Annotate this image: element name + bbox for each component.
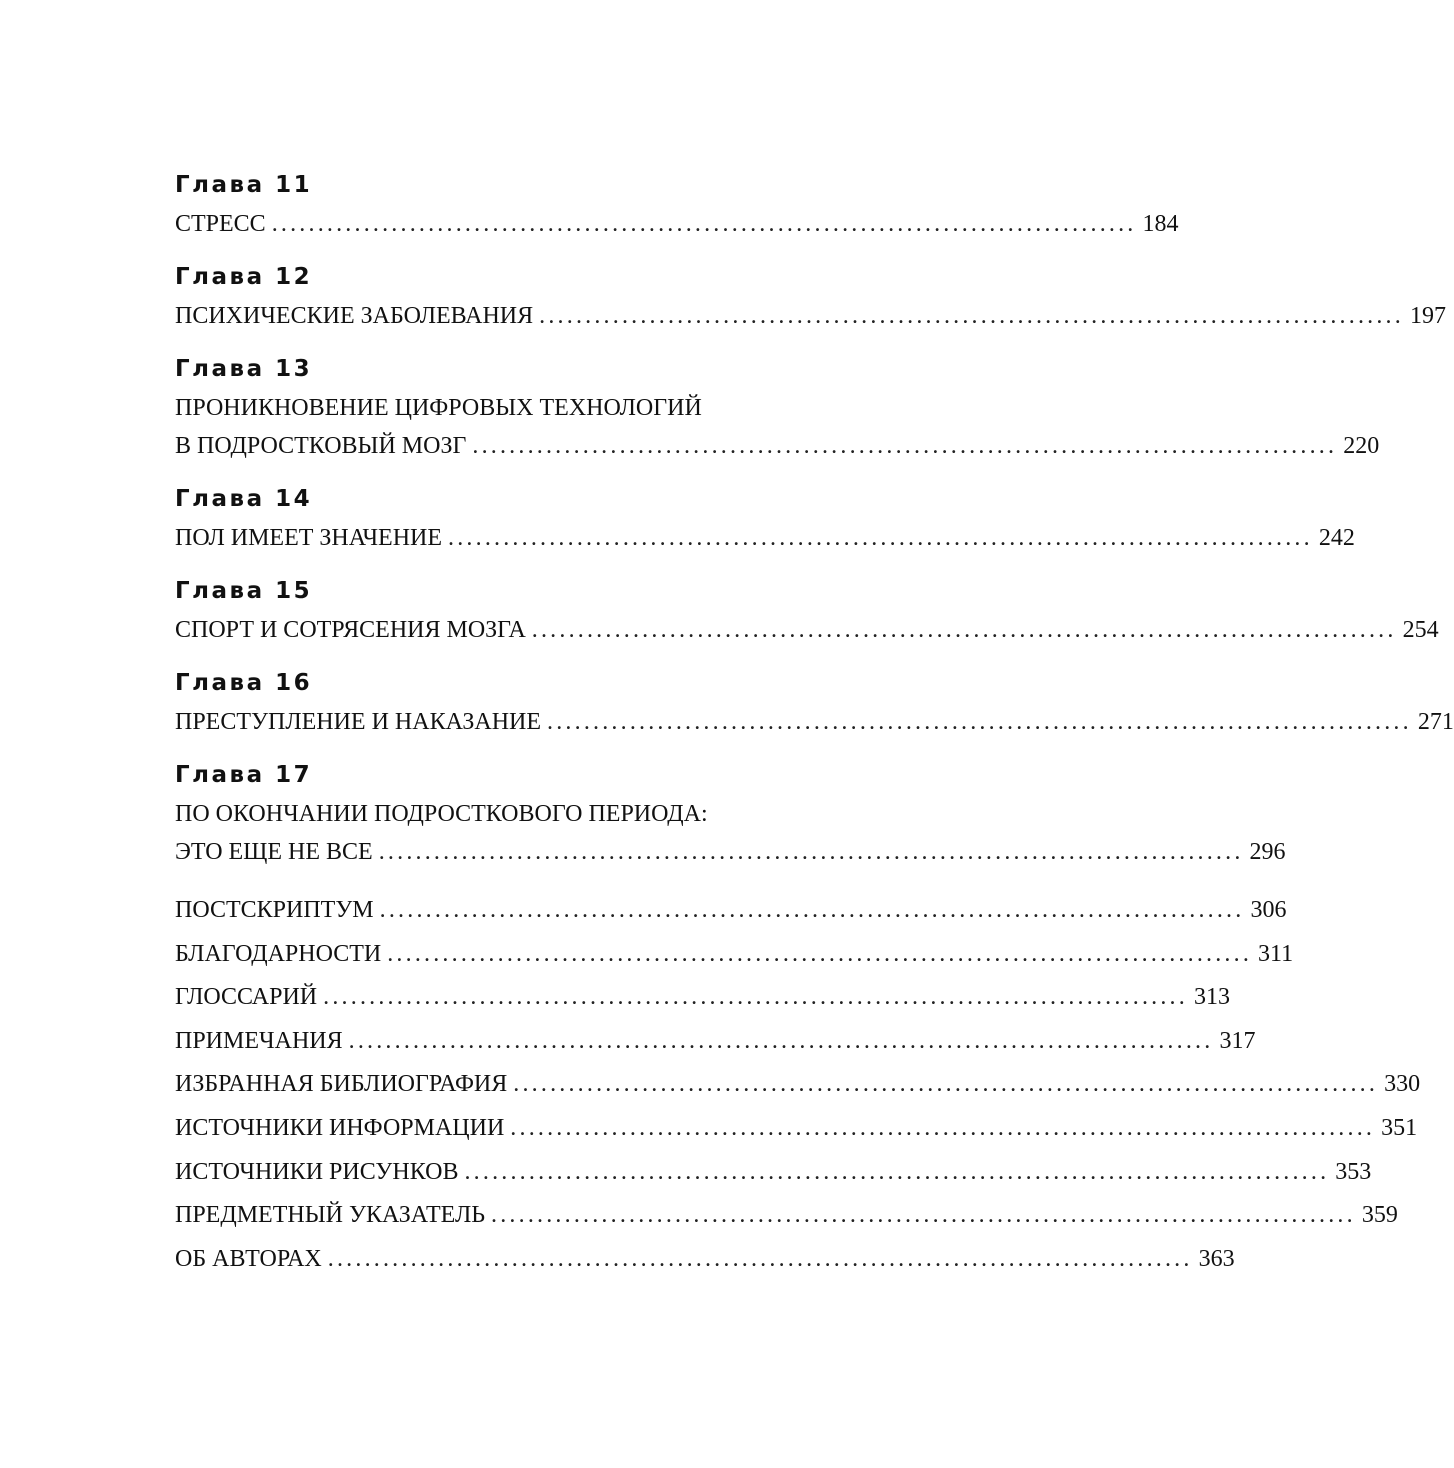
chapter-11 xyxy=(175,165,1179,243)
dot-leader: .............................................................................................. xyxy=(464,1158,1330,1185)
toc-entry[interactable] xyxy=(175,1022,1256,1066)
chapter-heading: Глава 12 xyxy=(175,264,313,290)
page-number: 197 xyxy=(1409,303,1446,329)
dot-leader: .............................................................................................. xyxy=(539,303,1404,329)
chapter-17 xyxy=(175,755,1286,871)
dot-leader: .............................................................................................. xyxy=(547,709,1412,735)
page-number: 363 xyxy=(1198,1245,1235,1272)
toc-entry[interactable] xyxy=(175,1153,1372,1197)
page-number: 220 xyxy=(1343,433,1380,459)
dot-leader: .............................................................................................. xyxy=(491,1202,1356,1229)
chapter-heading: Глава 17 xyxy=(175,762,313,788)
dot-leader: .............................................................................................. xyxy=(513,1071,1379,1098)
entry-title: ПРИМЕЧАНИЯ xyxy=(175,1027,343,1054)
entry-title: ОБ АВТОРАХ xyxy=(175,1245,322,1272)
page-number: 242 xyxy=(1318,525,1355,551)
back-matter-list xyxy=(175,891,1421,1283)
page-number: 317 xyxy=(1219,1027,1256,1054)
chapter-14 xyxy=(175,479,1355,557)
toc-entry[interactable] xyxy=(175,1240,1235,1284)
dot-leader: .............................................................................................. xyxy=(327,1245,1193,1272)
dot-leader: .............................................................................................. xyxy=(271,211,1137,237)
page-number: 254 xyxy=(1402,617,1439,643)
chapter-12 xyxy=(175,257,1446,335)
entry-title-line-1: ПРОНИКНОВЕНИЕ ЦИФРОВЫХ ТЕХНОЛОГИЙ xyxy=(175,395,702,421)
page-number: 311 xyxy=(1258,940,1294,967)
entry-title: ПСИХИЧЕСКИЕ ЗАБОЛЕВАНИЯ xyxy=(175,303,534,329)
dot-leader: .............................................................................................. xyxy=(379,897,1245,923)
page-number: 271 xyxy=(1417,709,1454,735)
chapter-heading: Глава 16 xyxy=(175,670,313,696)
entry-title: ПРЕСТУПЛЕНИЕ И НАКАЗАНИЕ xyxy=(175,709,542,735)
dot-leader: .............................................................................................. xyxy=(378,839,1244,865)
entry-title: СТРЕСС xyxy=(175,211,266,237)
dot-leader: .............................................................................................. xyxy=(387,940,1253,967)
entry-title: ГЛОССАРИЙ xyxy=(175,984,318,1011)
chapter-heading: Глава 11 xyxy=(175,172,313,198)
entry-title: ИЗБРАННАЯ БИБЛИОГРАФИЯ xyxy=(175,1071,508,1098)
entry-title: ПОЛ ИМЕЕТ ЗНАЧЕНИЕ xyxy=(175,525,443,551)
chapter-13 xyxy=(175,349,1380,465)
toc-entry[interactable] xyxy=(175,935,1294,979)
page-number: 296 xyxy=(1249,839,1286,865)
entry-title: ИСТОЧНИКИ ИНФОРМАЦИИ xyxy=(175,1114,505,1141)
table-of-contents xyxy=(175,165,1454,1283)
chapter-15 xyxy=(175,571,1439,649)
entry-title: ПРЕДМЕТНЫЙ УКАЗАТЕЛЬ xyxy=(175,1202,486,1229)
dot-leader: .............................................................................................. xyxy=(448,525,1313,551)
dot-leader: .............................................................................................. xyxy=(323,984,1188,1011)
toc-entry[interactable] xyxy=(175,891,1287,935)
dot-leader: .............................................................................................. xyxy=(531,617,1397,643)
toc-entry[interactable] xyxy=(175,703,1454,741)
entry-title: ПОСТСКРИПТУМ xyxy=(175,897,374,923)
entry-title: БЛАГОДАРНОСТИ xyxy=(175,940,382,967)
dot-leader: .............................................................................................. xyxy=(510,1114,1376,1141)
toc-entry[interactable] xyxy=(175,389,1380,465)
chapter-heading: Глава 14 xyxy=(175,486,313,512)
entry-title: ЭТО ЕЩЕ НЕ ВСЕ xyxy=(175,839,373,865)
page-number: 353 xyxy=(1335,1158,1372,1185)
toc-entry[interactable] xyxy=(175,205,1179,243)
toc-entry[interactable] xyxy=(175,519,1355,557)
toc-entry[interactable] xyxy=(175,1065,1421,1109)
toc-entry[interactable] xyxy=(175,297,1446,335)
toc-entry[interactable] xyxy=(175,1196,1398,1240)
entry-title: В ПОДРОСТКОВЫЙ МОЗГ xyxy=(175,433,467,459)
chapter-heading: Глава 15 xyxy=(175,578,313,604)
dot-leader: .............................................................................................. xyxy=(348,1027,1214,1054)
toc-entry[interactable] xyxy=(175,795,1286,871)
page-number: 330 xyxy=(1384,1071,1421,1098)
entry-title-line-1: ПО ОКОНЧАНИИ ПОДРОСТКОВОГО ПЕРИОДА: xyxy=(175,801,708,827)
toc-entry[interactable] xyxy=(175,1109,1418,1153)
chapter-heading: Глава 13 xyxy=(175,356,313,382)
entry-title: ИСТОЧНИКИ РИСУНКОВ xyxy=(175,1158,459,1185)
dot-leader: .............................................................................................. xyxy=(472,433,1338,459)
page-number: 306 xyxy=(1250,897,1287,923)
chapter-16 xyxy=(175,663,1454,741)
page-number: 184 xyxy=(1142,211,1179,237)
toc-entry[interactable] xyxy=(175,611,1439,649)
page-number: 313 xyxy=(1193,984,1230,1011)
page-number: 359 xyxy=(1361,1202,1398,1229)
page-number: 351 xyxy=(1381,1114,1418,1141)
entry-title: СПОРТ И СОТРЯСЕНИЯ МОЗГА xyxy=(175,617,526,643)
toc-entry[interactable] xyxy=(175,978,1230,1022)
